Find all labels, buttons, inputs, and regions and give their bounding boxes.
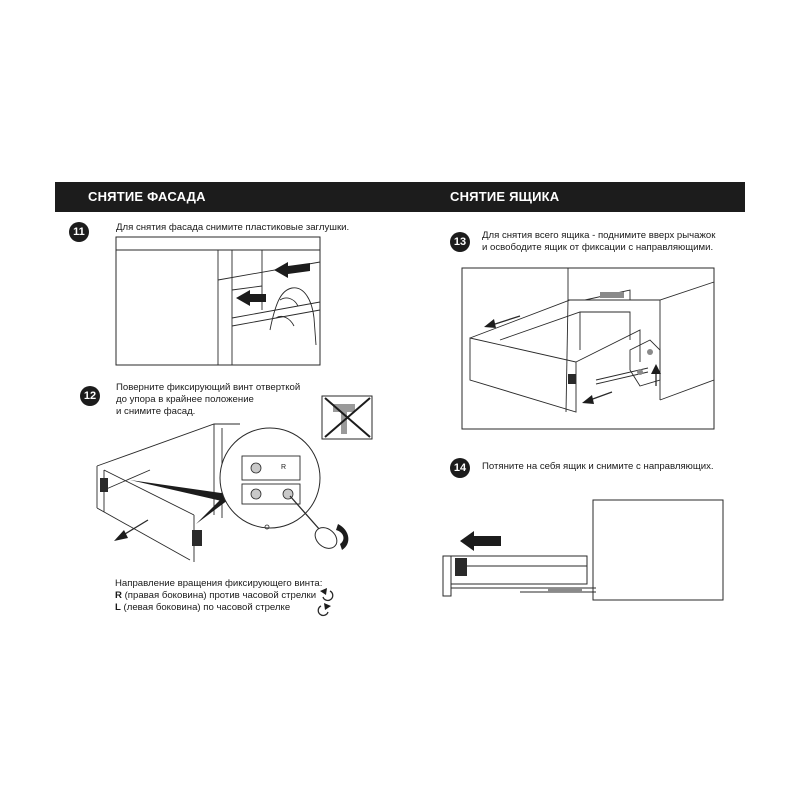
step-13-line-2: и освободите ящик от фиксации с направляющими. <box>482 242 714 253</box>
step-14-badge: 14 <box>450 458 470 478</box>
step-12-badge: 12 <box>80 386 100 406</box>
rotation-note-r-text: (правая боковина) против часовой стрелки <box>121 590 317 601</box>
rotation-note-heading: Направление вращения фиксирующего винта: <box>115 578 323 589</box>
rotation-note-l-text: (левая боковина) по часовой стрелке <box>120 602 291 613</box>
section-title-drawer: СНЯТИЕ ЯЩИКА <box>450 189 560 204</box>
rotation-note-r-letter: R <box>115 590 122 601</box>
step-11-badge: 11 <box>69 222 89 242</box>
step-12-line-1: Поверните фиксирующий винт отверткой <box>116 382 301 393</box>
step-12-line-2: до упора в крайнее положение <box>116 394 254 405</box>
step-12-line-3: и снимите фасад. <box>116 406 196 417</box>
step-13-badge: 13 <box>450 232 470 252</box>
step-13-line-1: Для снятия всего ящика - поднимите вверх рычажок <box>482 230 716 241</box>
rotation-note-l-letter: L <box>115 602 121 613</box>
step-11-line-1: Для снятия фасада снимите пластиковые заглушки. <box>116 222 350 233</box>
section-title-facade: СНЯТИЕ ФАСАДА <box>88 189 206 204</box>
detail-side-label: R <box>281 464 287 471</box>
step-14-line-1: Потяните на себя ящик и снимите с направляющих. <box>482 461 714 472</box>
cabinet-side-frame <box>593 500 723 600</box>
